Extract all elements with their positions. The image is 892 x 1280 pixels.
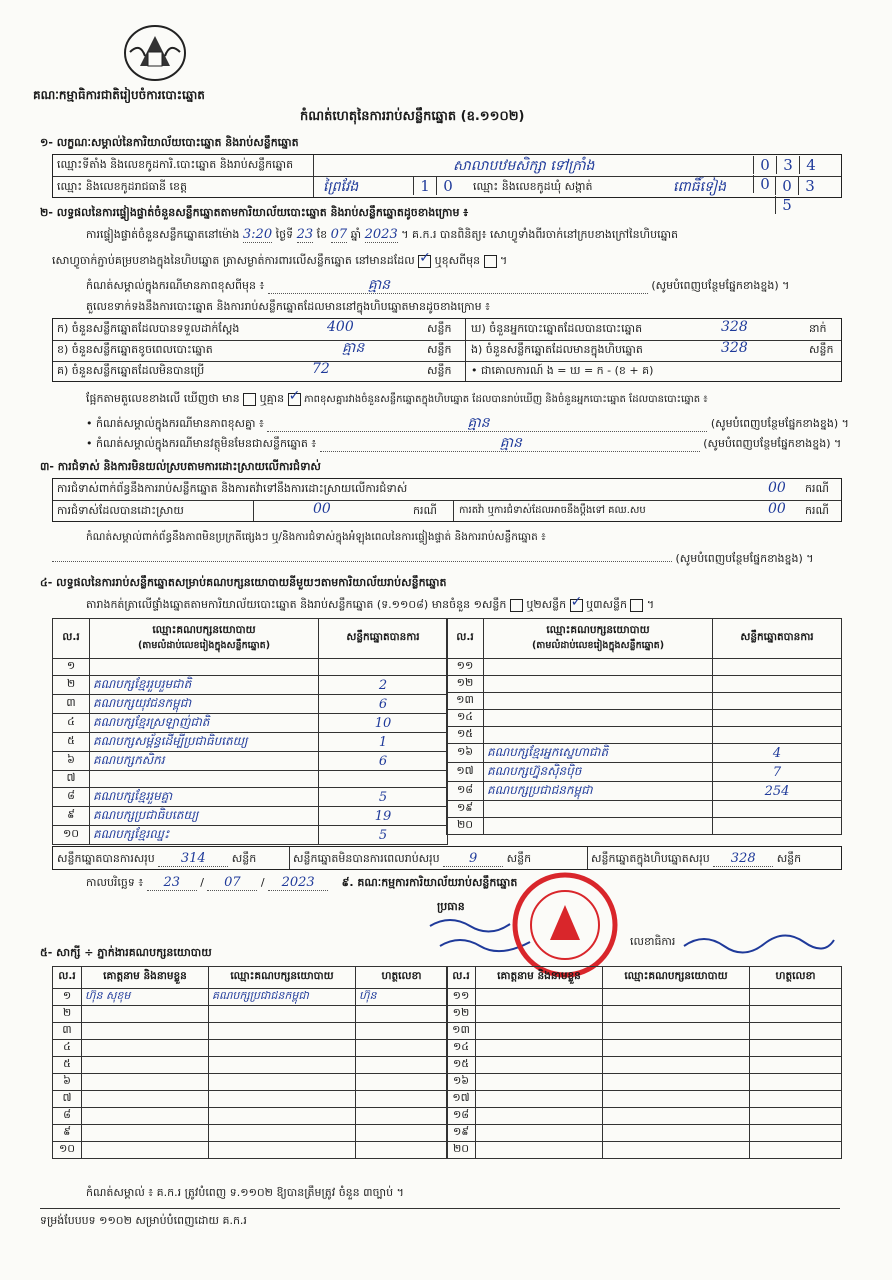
vote-row [447, 763, 842, 782]
witness-row-sign [750, 1091, 842, 1108]
section2-heading: ២- លទ្ធផលនៃការផ្ទៀងផ្ទាត់ចំនួនសន្លឹកឆ្នោតតាមការិយាល័យបោះឆ្នោត និងរាប់សន្លឹកឆ្នោតដូចខាងក្រោម ៖ [40, 206, 469, 219]
vote-row-party: គណបក្សខ្មែរអ្នកស្នេហាជាតិ [484, 744, 713, 763]
form-footer: ទម្រង់បែបបទ ១១០២ សម្រាប់បំពេញដោយ គ.ក.រ [40, 1214, 247, 1227]
note3-line: • កំណត់សម្គាល់ក្នុងករណីមានវត្ថុមិនមែនជាសន្លឹកឆ្នោត ៖ គ្មាន (សូមបំពេញបន្ថែមផ្នែកខាងខ្នង) ។ [86, 435, 842, 451]
seal-line: សោហ្វូចាក់ភ្ជាប់គម្របខាងក្នុងនៃហិបឆ្នោត ត្រាសម្ងាត់ការពារលើសន្លឹកឆ្នោត នៅមានដដែល ✓ ឬខុសពីមុន ។ [52, 254, 507, 268]
witness-row [53, 1006, 448, 1023]
witness-row-party [209, 1074, 356, 1091]
vote-row [53, 752, 448, 771]
witness-row-no: ១៥ [447, 1057, 476, 1074]
vote-row-votes [713, 659, 842, 676]
witness-row-no: ៩ [53, 1125, 82, 1142]
vote-row-votes [319, 659, 448, 676]
witness-row-party [603, 989, 750, 1006]
vote-row-votes [713, 693, 842, 710]
witness-row-name [476, 1142, 603, 1159]
note2-line: • កំណត់សម្គាល់ក្នុងករណីមានភាពខុសគ្នា ៖ គ្មាន (សូមបំពេញបន្ថែមផ្នែកខាងខ្នង) ។ [86, 415, 849, 431]
vote-row-votes: 5 [319, 788, 448, 807]
vote-row-votes: 6 [319, 695, 448, 714]
org-name: គណៈកម្មាធិការជាតិរៀបចំការបោះឆ្នោត [33, 88, 205, 102]
witness-row-name [476, 1108, 603, 1125]
vote-row-party [484, 801, 713, 818]
vote-row-party: គណបក្សខ្មែររួបរួមជាតិ [90, 676, 319, 695]
objection-row2-value2: 00 [768, 501, 786, 517]
vote-row-no: ៧ [53, 771, 90, 788]
vote-row-party [484, 818, 713, 835]
vote-row-votes [713, 801, 842, 818]
witness-row-party [209, 1142, 356, 1159]
vote-row-no: ៩ [53, 807, 90, 826]
vote-row-party: គណបក្សកសិករ [90, 752, 319, 771]
witness-row [447, 1074, 842, 1091]
vote-row-no: ១៨ [447, 782, 484, 801]
kha-label: ខ) ចំនួនសន្លឹកឆ្នោតខូចពេលបោះឆ្នោត [57, 343, 213, 356]
vote-row-party [484, 693, 713, 710]
witness-row-sign [356, 1074, 448, 1091]
vote-row [53, 659, 448, 676]
row2-code2: 0 35 [775, 176, 841, 214]
witness-row [53, 1091, 448, 1108]
row2-value: ព្រៃវែង [323, 179, 359, 195]
page-title: កំណត់ហេតុនៃការរាប់សន្លឹកឆ្នោត (ឧ.១១០២) [300, 109, 525, 124]
vote-row-no: ៦ [53, 752, 90, 771]
witness-row-sign [750, 1057, 842, 1074]
witness-row-party [603, 1040, 750, 1057]
witness-row-party [603, 1006, 750, 1023]
witness-row-no: ១៤ [447, 1040, 476, 1057]
witness-row-sign [356, 1057, 448, 1074]
row1-code: 0 3 40 [753, 155, 841, 176]
same-checkbox[interactable] [418, 255, 431, 268]
ka-value: 400 [327, 319, 354, 335]
witness-row-name [476, 1006, 603, 1023]
witness-row-sign [356, 1023, 448, 1040]
row2-label: ឈ្មោះ និងលេខកូដរាជធានី ខេត្ត [57, 180, 187, 193]
vote-row-party [484, 676, 713, 693]
vote-row-party: គណបក្សខ្មែររួមគ្នា [90, 788, 319, 807]
witness-row-sign [750, 1108, 842, 1125]
vote-row-party [90, 659, 319, 676]
footnote: កំណត់សម្គាល់ ៖ គ.ក.រ ត្រូវបំពេញ ទ.១១០២ ឱ្យបានត្រឹមត្រូវ ចំនួន ៣ច្បាប់ ។ [86, 1186, 404, 1199]
vote-row-no: ១ [53, 659, 90, 676]
witness-row-sign [356, 1125, 448, 1142]
witness-row-party [603, 1057, 750, 1074]
three-sheet-checkbox[interactable] [630, 599, 643, 612]
witness-row-name: ហ៊ុន សុខុម [82, 989, 209, 1006]
vote-row [447, 676, 842, 693]
vote-row-party: គណបក្សយុវជនកម្ពុជា [90, 695, 319, 714]
witness-row-no: ២០ [447, 1142, 476, 1159]
vote-row-votes: 6 [319, 752, 448, 771]
witness-row-party [209, 1023, 356, 1040]
vote-row-no: ១៥ [447, 727, 484, 744]
objection-note-line: (សូមបំពេញបន្ថែមផ្នែកខាងខ្នង) ។ [52, 552, 814, 566]
witness-row [447, 1142, 842, 1159]
vote-row-no: ១៩ [447, 801, 484, 818]
vote-row-votes [713, 727, 842, 744]
witness-row-name [476, 1057, 603, 1074]
vote-row-no: ១១ [447, 659, 484, 676]
kha-value: គ្មាន [342, 340, 365, 356]
vote-row-no: ១២ [447, 676, 484, 693]
vote-row-votes [713, 676, 842, 693]
vote-row-no: ២០ [447, 818, 484, 835]
witness-row-no: ២ [53, 1006, 82, 1023]
vote-row-no: ៨ [53, 788, 90, 807]
date-line: កាលបរិច្ឆេទ ៖ 23 / 07 / 2023 ៩. គណៈកម្មការការិយាល័យរាប់សន្លឹកឆ្នោត [86, 875, 518, 890]
witness-row [53, 1142, 448, 1159]
section4-heading: ៤- លទ្ធផលនៃការរាប់សន្លឹកឆ្នោតសម្រាប់គណបក្សនយោបាយនីមួយៗតាមការិយាល័យរាប់សន្លឹកឆ្នោត [40, 576, 447, 589]
verify-line: ការផ្ទៀងផ្ទាត់ចំនួនសន្លឹកឆ្នោតនៅម៉ោង 3:20 ថ្ងៃទី 23 ខែ 07 ឆ្នាំ 2023 ។ គ.ក.រ បានពិនិត្យ៖ សោហ្វូទាំងពីរចាក់នៅក្របខាងក្រៅនៃហិបឆ្នោត [86, 227, 679, 242]
vote-row [53, 826, 448, 845]
witness-table-left: ល.រ គោត្តនាម និងនាមខ្លួន ឈ្មោះគណបក្សនយោបាយ ហត្ថលេខា ១ ហ៊ុន សុខុម គណបក្សប្រជាជនកម្ពុជា ហ៊ុន ២ ៣ ៤ ៥ ៦ ៧ ៨ ៩ ១០ [52, 966, 448, 1159]
vote-row [447, 782, 842, 801]
vote-row-votes: 5 [319, 826, 448, 845]
vote-row [53, 733, 448, 752]
total-label: សន្លឹកឆ្នោតបានការសរុប [57, 852, 155, 865]
vote-row-no: ៤ [53, 714, 90, 733]
witness-row-party [209, 1006, 356, 1023]
vote-row-no: ១៦ [447, 744, 484, 763]
witness-row-name [82, 1023, 209, 1040]
vote-row-votes: 1 [319, 733, 448, 752]
witness-row-party [603, 1125, 750, 1142]
witness-row-no: ១២ [447, 1006, 476, 1023]
witness-row-name [82, 1091, 209, 1108]
witness-row [447, 1040, 842, 1057]
figures-intro: តួលេខទាក់ទងនឹងការបោះឆ្នោត និងការរាប់សន្លឹកឆ្នោតដែលមាននៅក្នុងហិបឆ្នោតមានដូចខាងក្រោម ៖ [86, 300, 490, 313]
witness-row-name [82, 1125, 209, 1142]
witness-row [53, 989, 448, 1006]
vote-row-votes: 2 [319, 676, 448, 695]
vote-row-no: ១៤ [447, 710, 484, 727]
vote-row-party: គណបក្សប្រជាធិបតេយ្យ [90, 807, 319, 826]
witness-row-no: ១៨ [447, 1108, 476, 1125]
secretary-line: លេខាធិការ [630, 930, 839, 954]
witness-row-no: ៨ [53, 1108, 82, 1125]
witness-table-right: ល.រ គោត្តនាម និងនាមខ្លួន ឈ្មោះគណបក្សនយោបាយ ហត្ថលេខា ១១ ១២ ១៣ ១៤ ១៥ ១៦ ១៧ ១៨ ១៩ ២០ [446, 966, 842, 1159]
vote-row-votes [713, 818, 842, 835]
vote-row-votes: 254 [713, 782, 842, 801]
witness-row-name [82, 1074, 209, 1091]
note-line: កំណត់សម្គាល់ក្នុងករណីមានភាពខុសពីមុន ៖ គ្មាន (សូមបំពេញបន្ថែមផ្នែកខាងខ្នង) ។ [86, 277, 790, 293]
objection-row1-label: ការជំទាស់ពាក់ព័ន្ធនឹងការរាប់សន្លឹកឆ្នោត និងការតវ៉ាទៅនឹងការដោះស្រាយលើការជំទាស់ [57, 482, 408, 495]
ngo-label: ង) ចំនួនសន្លឹកឆ្នោតដែលមានក្នុងហិបឆ្នោត [471, 343, 643, 356]
witness-row-sign [750, 1142, 842, 1159]
witness-row-name [82, 1142, 209, 1159]
vote-row [53, 807, 448, 826]
ko-label: គ) ចំនួនសន្លឹកឆ្នោតដែលមិនបានប្រើ [57, 364, 205, 377]
chair-label: ប្រធាន [437, 900, 465, 913]
vote-row-votes: 10 [319, 714, 448, 733]
vote-row-votes: 19 [319, 807, 448, 826]
box-total-value: 328 [713, 852, 773, 867]
vote-row [447, 801, 842, 818]
witness-row-sign [750, 1006, 842, 1023]
witness-row-no: ៦ [53, 1074, 82, 1091]
witness-row-no: ១៦ [447, 1074, 476, 1091]
witness-row-name [476, 1074, 603, 1091]
objection-row1-value: 00 [768, 480, 786, 496]
vote-row-party [484, 727, 713, 744]
witness-row-name [476, 989, 603, 1006]
witness-row-sign [750, 1040, 842, 1057]
total-value: 314 [158, 852, 228, 867]
witness-row-name [476, 1125, 603, 1142]
witness-row [447, 1006, 842, 1023]
vote-row-no: ២ [53, 676, 90, 695]
witness-row-name [476, 1023, 603, 1040]
vote-row-party [90, 771, 319, 788]
witness-row-name [476, 1091, 603, 1108]
row2-label2: ឈ្មោះ និងលេខកូដឃុំ សង្កាត់ [473, 180, 593, 193]
vote-row-party: គណបក្សហ្វ៊ុនស៊ិនប៉ិច [484, 763, 713, 782]
witness-row-no: ៣ [53, 1023, 82, 1040]
vote-row-votes: 4 [713, 744, 842, 763]
witness-row-party [209, 1108, 356, 1125]
ka-label: ក) ចំនួនសន្លឹកឆ្នោតដែលបានទទួលដាក់ស្ដែង [57, 322, 240, 335]
witness-row-party [209, 1040, 356, 1057]
vote-row-no: ៥ [53, 733, 90, 752]
witness-row-party [603, 1142, 750, 1159]
votes-table-left: ល.រ ឈ្មោះគណបក្សនយោបាយ (តាមលំដាប់លេខរៀងក្នុងសន្លឹកឆ្នោត) សន្លឹកឆ្នោតបានការ ១ ២ គណបក្សខ្មែររួបរួមជាតិ 2 ៣ គណបក្សយុវជនកម្ពុជា 6 ៤ គណបក្សខ្មែរស្រឡាញ់ជាតិ 10 ៥ គណបក្សសម្ព័ន្ធដើម្បីប្រជាធិបតេយ្យ 1 ៦ គណបក្សកសិករ 6 ៧ ៨ គណបក្សខ្មែររួមគ្នា 5 ៩ គណបក្សប្រជាធិបតេយ្យ 19 ១០ គណបក្សខ្មែរឈ្នះ 5 [52, 618, 448, 845]
vote-row-no: ១៧ [447, 763, 484, 782]
section3-heading: ៣- ការជំទាស់ និងការមិនយល់ស្របតាមការដោះស្រាយលើការជំទាស់ [40, 460, 321, 473]
vote-row-votes [713, 710, 842, 727]
vote-row-party: គណបក្សខ្មែរឈ្នះ [90, 826, 319, 845]
witness-row [447, 1108, 842, 1125]
row2-code: 1 0 [413, 176, 459, 195]
vote-row-votes [319, 771, 448, 788]
invalid-label: សន្លឹកឆ្នោតមិនបានការពេលរាប់សរុប [293, 852, 440, 865]
witness-row [447, 989, 842, 1006]
vote-row-no: ១០ [53, 826, 90, 845]
one-sheet-checkbox[interactable] [510, 599, 523, 612]
witness-row [53, 1125, 448, 1142]
section5-heading: ៥- សាក្សី ÷ ភ្នាក់ងារគណបក្សនយោបាយ [40, 946, 212, 959]
witness-row-no: ១ [53, 989, 82, 1006]
objection-row2-value: 00 [313, 501, 331, 517]
witness-row-no: ១៩ [447, 1125, 476, 1142]
objection-table: ការជំទាស់ពាក់ព័ន្ធនឹងការរាប់សន្លឹកឆ្នោត និងការតវ៉ាទៅនឹងការដោះស្រាយលើការជំទាស់ 00 ករណី ការជំទាស់ដែលបានដោះស្រាយ 00 ករណី ការតវ៉ា ឬការជំទាស់ដែលអាចនឹងប្ដឹងទៅ គឈ.សប 00 ករណី [52, 478, 842, 522]
witness-row-no: ១១ [447, 989, 476, 1006]
witness-row-sign [356, 1040, 448, 1057]
section1-heading: ១- លក្ខណៈសម្គាល់នៃការិយាល័យបោះឆ្នោត និងរាប់សន្លឹកឆ្នោត [40, 136, 299, 149]
figures-table: ក) ចំនួនសន្លឹកឆ្នោតដែលបានទទួលដាក់ស្ដែង 400 សន្លឹក ខ) ចំនួនសន្លឹកឆ្នោតខូចពេលបោះឆ្នោត គ្មាន សន្លឹក គ) ចំនួនសន្លឹកឆ្នោតដែលមិនបានប្រើ 72 សន្លឹក ឃ) ចំនួនអ្នកបោះឆ្នោតដែលបានបោះឆ្នោត 328 នាក់ ង) ចំនួនសន្លឹកឆ្នោតដែលមានក្នុងហិបឆ្នោត 328 សន្លឹក • ជាគោលការណ៍ ង = ឃ = ក - (ខ + គ) [52, 318, 842, 382]
vote-row [447, 693, 842, 710]
vote-row-party: គណបក្សសម្ព័ន្ធដើម្បីប្រជាធិបតេយ្យ [90, 733, 319, 752]
objection-note: កំណត់សម្គាល់ពាក់ព័ន្ធនឹងភាពមិនប្រក្រតីផ្សេងៗ ឬ/និងការជំទាស់ក្នុងអំឡុងពេលនៃការផ្ទៀងផ្ទាត់ និងការរាប់សន្លឹកឆ្នោត ៖ [86, 531, 546, 543]
witness-row-sign [356, 1142, 448, 1159]
vote-row [53, 676, 448, 695]
witness-row [53, 1023, 448, 1040]
totals-row: សន្លឹកឆ្នោតបានការសរុប 314 សន្លឹក សន្លឹកឆ្នោតមិនបានការពេលរាប់សរុប 9 សន្លឹក សន្លឹកឆ្នោតក្នុងហិបឆ្នោតសរុប 328 សន្លឹក [52, 846, 842, 870]
vote-row [53, 695, 448, 714]
witness-row-sign [750, 1074, 842, 1091]
witness-row [53, 1108, 448, 1125]
witness-row-no: ១៣ [447, 1023, 476, 1040]
kho-value: 328 [721, 319, 748, 335]
witness-row-party [603, 1091, 750, 1108]
witness-row-name [82, 1006, 209, 1023]
two-sheet-checkbox[interactable] [570, 599, 583, 612]
witness-row-no: ៥ [53, 1057, 82, 1074]
witness-row-sign [750, 1023, 842, 1040]
vote-row [447, 744, 842, 763]
witness-row-party [603, 1108, 750, 1125]
witness-row [447, 1057, 842, 1074]
witness-row-sign [356, 1091, 448, 1108]
witness-row-party [603, 1023, 750, 1040]
witness-row-sign [750, 989, 842, 1006]
vote-row [447, 710, 842, 727]
witness-row-sign: ហ៊ុន [356, 989, 448, 1006]
votes-table-right: ល.រ ឈ្មោះគណបក្សនយោបាយ (តាមលំដាប់លេខរៀងក្នុងសន្លឹកឆ្នោត) សន្លឹកឆ្នោតបានការ ១១ ១២ ១៣ ១៤ ១៥ ១៦ គណបក្សខ្មែរអ្នកស្នេហាជាតិ 4 ១៧ គណបក្សហ្វ៊ុនស៊ិនប៉ិច 7 ១៨ គណបក្សប្រជាជនកម្ពុជា 254 ១៩ ២០ [446, 618, 842, 835]
objection-row2-label: ការជំទាស់ដែលបានដោះស្រាយ [57, 504, 184, 517]
formula: • ជាគោលការណ៍ ង = ឃ = ក - (ខ + គ) [471, 364, 654, 377]
ko-value: 72 [312, 361, 330, 377]
vote-row [447, 659, 842, 676]
vote-row-party: គណបក្សខ្មែរស្រឡាញ់ជាតិ [90, 714, 319, 733]
witness-row-sign [750, 1125, 842, 1142]
kho-label: ឃ) ចំនួនអ្នកបោះឆ្នោតដែលបានបោះឆ្នោត [471, 322, 643, 335]
witness-row-name [476, 1040, 603, 1057]
witness-row-party [603, 1074, 750, 1091]
witness-row-name [82, 1108, 209, 1125]
witness-row-name [82, 1057, 209, 1074]
witness-row-sign [356, 1108, 448, 1125]
witness-row-party [209, 1091, 356, 1108]
vote-row-party [484, 659, 713, 676]
witness-row [53, 1074, 448, 1091]
has-diff-checkbox[interactable] [243, 393, 256, 406]
difference-line: ផ្អែកតាមតួលេខខាងលើ ឃើញថា មាន ឬគ្មាន ✓ ភាពខុសគ្នារវាងចំនួនសន្លឹកឆ្នោតក្នុងហិបឆ្នោត ដែលបានរាប់ឃើញ និងចំនួនអ្នកបោះឆ្នោត ដែលបានបោះឆ្នោត ៖ [86, 392, 708, 407]
vote-row-party: គណបក្សប្រជាជនកម្ពុជា [484, 782, 713, 801]
vote-row-no: ១៣ [447, 693, 484, 710]
witness-row-party [209, 1057, 356, 1074]
witness-row [53, 1057, 448, 1074]
witness-row-no: ៧ [53, 1091, 82, 1108]
witness-row-sign [356, 1006, 448, 1023]
witness-row-party [209, 1125, 356, 1142]
different-checkbox[interactable] [484, 255, 497, 268]
witness-row-name [82, 1040, 209, 1057]
witness-row-party: គណបក្សប្រជាជនកម្ពុជា [209, 989, 356, 1006]
invalid-value: 9 [443, 852, 503, 867]
witness-row [447, 1091, 842, 1108]
no-diff-checkbox[interactable] [288, 393, 301, 406]
vote-row-no: ៣ [53, 695, 90, 714]
vote-row [447, 727, 842, 744]
emblem-logo [120, 22, 190, 84]
vote-row-votes: 7 [713, 763, 842, 782]
ngo-value: 328 [721, 340, 748, 356]
vote-row [53, 714, 448, 733]
witness-row [447, 1023, 842, 1040]
witness-row [53, 1040, 448, 1057]
vote-row [53, 788, 448, 807]
box-total-label: សន្លឹកឆ្នោតក្នុងហិបឆ្នោតសរុប [591, 852, 710, 865]
vote-row [53, 771, 448, 788]
witness-row-no: ១៧ [447, 1091, 476, 1108]
section4-intro: តារាងកត់ត្រាលើផ្ទាំងឆ្នោតតាមការិយាល័យបោះឆ្នោត និងរាប់សន្លឹកឆ្នោត (ទ.១១០៨) មានចំនួន ១សន្លឹក ឬ២សន្លឹក ✓ ឬ៣សន្លឹក ។ [86, 598, 654, 612]
row1-value: សាលាបឋមសិក្សា ទៅក្រាំង [453, 158, 595, 174]
vote-row-party [484, 710, 713, 727]
objection-row2-label2: ការតវ៉ា ឬការជំទាស់ដែលអាចនឹងប្ដឹងទៅ គឈ.សប [459, 505, 646, 516]
row2-value2: ពោធិ៍ទៀង [673, 179, 727, 195]
witness-row [447, 1125, 842, 1142]
row1-label: ឈ្មោះទីតាំង និងលេខកូដការិ.បោះឆ្នោត និងរាប់សន្លឹកឆ្នោត [57, 158, 294, 171]
witness-row-no: ៤ [53, 1040, 82, 1057]
vote-row [447, 818, 842, 835]
witness-row-no: ១០ [53, 1142, 82, 1159]
